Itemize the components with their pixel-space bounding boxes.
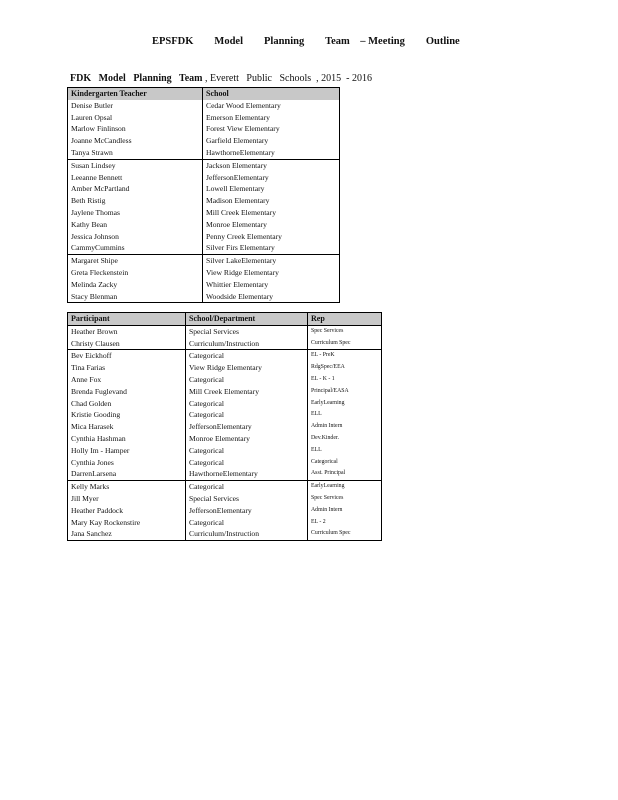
participant-name: Anne Fox [68, 374, 186, 386]
table-row [68, 374, 382, 386]
table-row [68, 505, 382, 517]
school-name: Whittier Elementary [203, 279, 340, 291]
participant-name: Jana Sanchez [68, 528, 186, 540]
table-row [68, 135, 340, 147]
participant-name: Heather Paddock [68, 505, 186, 517]
participant-name: Mary Kay Rockenstire [68, 517, 186, 529]
participant-rep: EarlyLearning [308, 398, 382, 410]
participant-department: View Ridge Elementary [186, 362, 308, 374]
school-name: Emerson Elementary [203, 112, 340, 124]
school-name: JeffersonElementary [203, 172, 340, 184]
document-title: EPSFDK Model Planning Team – Meeting Outline [152, 36, 460, 47]
teacher-name: Jessica Johnson [68, 231, 203, 243]
participant-name: Cynthia Jones [68, 457, 186, 469]
teacher-name: Beth Ristig [68, 195, 203, 207]
teacher-name: Margaret Shipe [68, 255, 203, 267]
table-row [68, 481, 382, 493]
participant-department: Special Services [186, 493, 308, 505]
participant-rep: EL - 2 [308, 517, 382, 529]
table-row [68, 242, 340, 254]
table-row [68, 112, 340, 124]
column-header-teacher: Kindergarten Teacher [68, 88, 203, 100]
table-row [68, 100, 340, 112]
teacher-name: Susan Lindsey [68, 159, 203, 171]
teacher-name: Joanne McCandless [68, 135, 203, 147]
school-name: Jackson Elementary [203, 159, 340, 171]
participant-table [67, 312, 382, 541]
subtitle-team: FDK Model Planning Team [70, 73, 203, 84]
table-row [68, 421, 382, 433]
table-row [68, 267, 340, 279]
participant-department: JeffersonElementary [186, 421, 308, 433]
teacher-name: Jaylene Thomas [68, 207, 203, 219]
table-row [68, 172, 340, 184]
teacher-name: Kathy Bean [68, 219, 203, 231]
teacher-name: Greta Fleckenstein [68, 267, 203, 279]
table-row [68, 291, 340, 303]
participant-department: Categorical [186, 457, 308, 469]
table-row [68, 195, 340, 207]
school-name: View Ridge Elementary [203, 267, 340, 279]
kindergarten-teacher-table [67, 87, 340, 303]
table-row [68, 350, 382, 362]
participant-department: Curriculum/Instruction [186, 338, 308, 350]
table-row [68, 445, 382, 457]
participant-name: Heather Brown [68, 325, 186, 337]
participant-name: Bev Eickhoff [68, 350, 186, 362]
participant-rep: RdgSpec/EEA [308, 362, 382, 374]
participant-rep: ELL [308, 445, 382, 457]
table-row [68, 468, 382, 480]
table-row [68, 493, 382, 505]
participant-rep: Dev.Kinder. [308, 433, 382, 445]
school-name: Garfield Elementary [203, 135, 340, 147]
school-name: Woodside Elementary [203, 291, 340, 303]
participant-name: Chad Golden [68, 398, 186, 410]
participant-name: DarrenLarsena [68, 468, 186, 480]
column-header-school: School [203, 88, 340, 100]
school-name: Silver LakeElementary [203, 255, 340, 267]
participant-name: Jill Myer [68, 493, 186, 505]
participant-rep: Asst. Principal [308, 468, 382, 480]
participant-rep: Spec Services [308, 325, 382, 337]
teacher-name: Leeanne Bennett [68, 172, 203, 184]
table-row [68, 457, 382, 469]
participant-rep: EL - PreK [308, 350, 382, 362]
column-header-rep: Rep [308, 313, 382, 326]
school-name: HawthorneElementary [203, 147, 340, 159]
participant-name: Kristie Gooding [68, 409, 186, 421]
document-subtitle [70, 73, 372, 84]
teacher-name: Marlow Finlinson [68, 123, 203, 135]
teacher-name: Stacy Blenman [68, 291, 203, 303]
teacher-name: Melinda Zacky [68, 279, 203, 291]
table-row [68, 409, 382, 421]
table-row [68, 386, 382, 398]
table-row [68, 528, 382, 540]
participant-rep: EarlyLearning [308, 481, 382, 493]
participant-department: JeffersonElementary [186, 505, 308, 517]
table-row [68, 398, 382, 410]
participant-rep: Curriculum Spec [308, 528, 382, 540]
table-row [68, 255, 340, 267]
column-header-department: School/Department [186, 313, 308, 326]
participant-department: Categorical [186, 374, 308, 386]
participant-rep: Admin Intern [308, 421, 382, 433]
participant-department: Categorical [186, 409, 308, 421]
participant-name: Tina Farias [68, 362, 186, 374]
column-header-participant: Participant [68, 313, 186, 326]
participant-rep: Spec Services [308, 493, 382, 505]
participant-rep: Curriculum Spec [308, 338, 382, 350]
participant-name: Cynthia Hashman [68, 433, 186, 445]
teacher-name: Tanya Strawn [68, 147, 203, 159]
teacher-name: Amber McPartland [68, 183, 203, 195]
table-row [68, 325, 382, 337]
table-row [68, 219, 340, 231]
school-name: Cedar Wood Elementary [203, 100, 340, 112]
participant-department: Categorical [186, 517, 308, 529]
participant-department: Curriculum/Instruction [186, 528, 308, 540]
participant-name: Kelly Marks [68, 481, 186, 493]
participant-department: Monroe Elementary [186, 433, 308, 445]
subtitle-district-year: , Everett Public Schools , 2015 - 2016 [202, 73, 372, 84]
participant-rep: EL - K - 1 [308, 374, 382, 386]
table-row [68, 517, 382, 529]
participant-rep: ELL [308, 409, 382, 421]
participant-department: Special Services [186, 325, 308, 337]
participant-department: HawthorneElementary [186, 468, 308, 480]
participant-name: Mica Harasek [68, 421, 186, 433]
school-name: Mill Creek Elementary [203, 207, 340, 219]
teacher-name: Denise Butler [68, 100, 203, 112]
participant-department: Categorical [186, 481, 308, 493]
participant-rep: Categorical [308, 457, 382, 469]
table-row [68, 207, 340, 219]
participant-department: Categorical [186, 350, 308, 362]
table-row [68, 362, 382, 374]
school-name: Penny Creek Elementary [203, 231, 340, 243]
table-row [68, 123, 340, 135]
participant-department: Categorical [186, 398, 308, 410]
school-name: Monroe Elementary [203, 219, 340, 231]
table-row [68, 231, 340, 243]
participant-name: Christy Clausen [68, 338, 186, 350]
participant-name: Holly Im - Hamper [68, 445, 186, 457]
table-row [68, 159, 340, 171]
school-name: Lowell Elementary [203, 183, 340, 195]
participant-department: Mill Creek Elementary [186, 386, 308, 398]
school-name: Madison Elementary [203, 195, 340, 207]
table-row [68, 147, 340, 159]
table-row [68, 183, 340, 195]
participant-name: Brenda Fuglevand [68, 386, 186, 398]
table-header-row [68, 88, 340, 100]
table-row [68, 338, 382, 350]
table-row [68, 433, 382, 445]
teacher-name: Lauren Opsal [68, 112, 203, 124]
participant-department: Categorical [186, 445, 308, 457]
teacher-name: CammyCummins [68, 242, 203, 254]
participant-rep: Principal/EASA [308, 386, 382, 398]
table-header-row [68, 313, 382, 326]
table-row [68, 279, 340, 291]
school-name: Silver Firs Elementary [203, 242, 340, 254]
participant-rep: Admin Intern [308, 505, 382, 517]
school-name: Forest View Elementary [203, 123, 340, 135]
